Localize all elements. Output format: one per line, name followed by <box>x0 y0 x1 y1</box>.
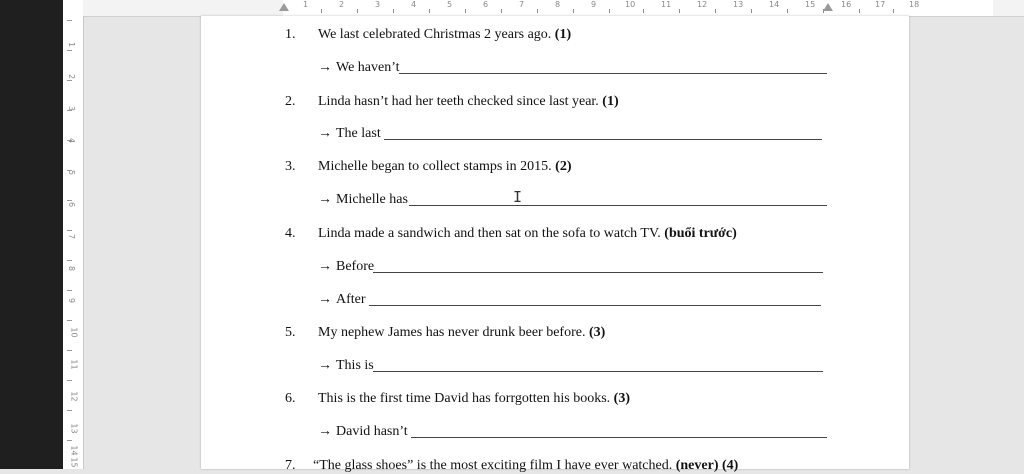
ruler-number: 14 <box>69 445 79 456</box>
ruler-number: 7 <box>67 233 77 240</box>
ruler-number: 1 <box>67 41 77 48</box>
question-text: We last celebrated Christmas 2 years ago. (1) <box>318 27 572 42</box>
question-text: My nephew James has never drunk beer before. (3) <box>318 325 606 340</box>
ruler-tick <box>67 290 72 291</box>
right-indent-marker[interactable] <box>823 3 833 11</box>
horizontal-ruler[interactable] <box>83 0 1024 17</box>
ruler-number: 10 <box>625 0 636 9</box>
question-text: Michelle began to collect stamps in 2015. (2) <box>318 159 572 174</box>
answer-prompt: → This is <box>318 358 374 373</box>
ruler-number: 9 <box>67 297 77 304</box>
question-text: Linda hasn’t had her teeth checked since last year. (1) <box>318 94 619 109</box>
ruler-tick <box>67 260 72 261</box>
question-number: 3. <box>285 159 296 174</box>
ruler-number: 4 <box>411 0 417 9</box>
ruler-number: 3 <box>375 0 381 9</box>
ruler-number: 18 <box>909 0 920 9</box>
ruler-number: 16 <box>841 0 852 9</box>
ruler-number: 6 <box>483 0 489 9</box>
answer-blank[interactable] <box>409 205 827 206</box>
ruler-number: 2 <box>339 0 345 9</box>
ruler-number: 6 <box>67 201 77 208</box>
answer-prompt: → David hasn’t <box>318 424 408 439</box>
answer-prompt: → We haven’t <box>318 60 400 75</box>
question-text: This is the first time David has forrgotten his books. (3) <box>318 391 630 406</box>
ruler-tick <box>67 20 72 21</box>
ruler-tick <box>67 80 72 81</box>
question-number: 1. <box>285 27 296 42</box>
answer-blank[interactable] <box>369 305 821 306</box>
ruler-number: 9 <box>591 0 597 9</box>
ruler-number: 8 <box>555 0 561 9</box>
ruler-number: 17 <box>875 0 886 9</box>
left-indent-marker[interactable] <box>279 3 289 11</box>
ruler-number: 4 <box>67 137 77 144</box>
text-cursor-icon: I <box>513 188 523 206</box>
question-number: 6. <box>285 391 296 406</box>
ruler-number: 11 <box>661 0 672 9</box>
ruler-tick <box>67 440 72 441</box>
ruler-number: 15 <box>69 457 79 468</box>
answer-blank[interactable] <box>373 272 823 273</box>
answer-prompt: → After <box>318 292 366 307</box>
ruler-number: 5 <box>67 169 77 176</box>
ruler-number: 10 <box>69 327 79 338</box>
vertical-ruler[interactable] <box>63 0 84 469</box>
ruler-number: 7 <box>519 0 525 9</box>
ruler-number: 12 <box>69 391 79 402</box>
ruler-number: 13 <box>733 0 744 9</box>
answer-blank[interactable] <box>411 437 827 438</box>
question-number: 5. <box>285 325 296 340</box>
ruler-tick <box>67 380 72 381</box>
dark-side-panel <box>0 0 63 469</box>
question-number: 4. <box>285 226 296 241</box>
ruler-number: 12 <box>697 0 708 9</box>
ruler-number: 8 <box>67 265 77 272</box>
answer-blank[interactable] <box>373 371 823 372</box>
ruler-number: 15 <box>805 0 816 9</box>
answer-blank[interactable] <box>399 73 827 74</box>
answer-prompt: → Michelle has <box>318 192 408 207</box>
ruler-number: 13 <box>69 423 79 434</box>
ruler-tick <box>67 200 72 201</box>
ruler-tick <box>67 410 72 411</box>
ruler-number: 14 <box>769 0 780 9</box>
ruler-number: 5 <box>447 0 453 9</box>
ruler-tick <box>67 230 72 231</box>
ruler-number: 11 <box>69 359 79 370</box>
answer-prompt: → The last <box>318 126 381 141</box>
document-page[interactable] <box>201 16 909 473</box>
ruler-text-area <box>283 0 993 16</box>
question-number: 2. <box>285 94 296 109</box>
ruler-tick <box>67 50 72 51</box>
question-text: Linda made a sandwich and then sat on the sofa to watch TV. (buổi trước) <box>318 226 737 241</box>
ruler-number: 2 <box>67 73 77 80</box>
ruler-number: 1 <box>303 0 309 9</box>
ruler-number: 3 <box>67 105 77 112</box>
ruler-tick <box>67 320 72 321</box>
answer-prompt: → Before <box>318 259 375 274</box>
answer-blank[interactable] <box>384 139 822 140</box>
ruler-tick <box>67 350 72 351</box>
question-partial: 7. “The glass shoes” is the most exciting film I have ever watched. (never) (4) <box>285 458 739 473</box>
